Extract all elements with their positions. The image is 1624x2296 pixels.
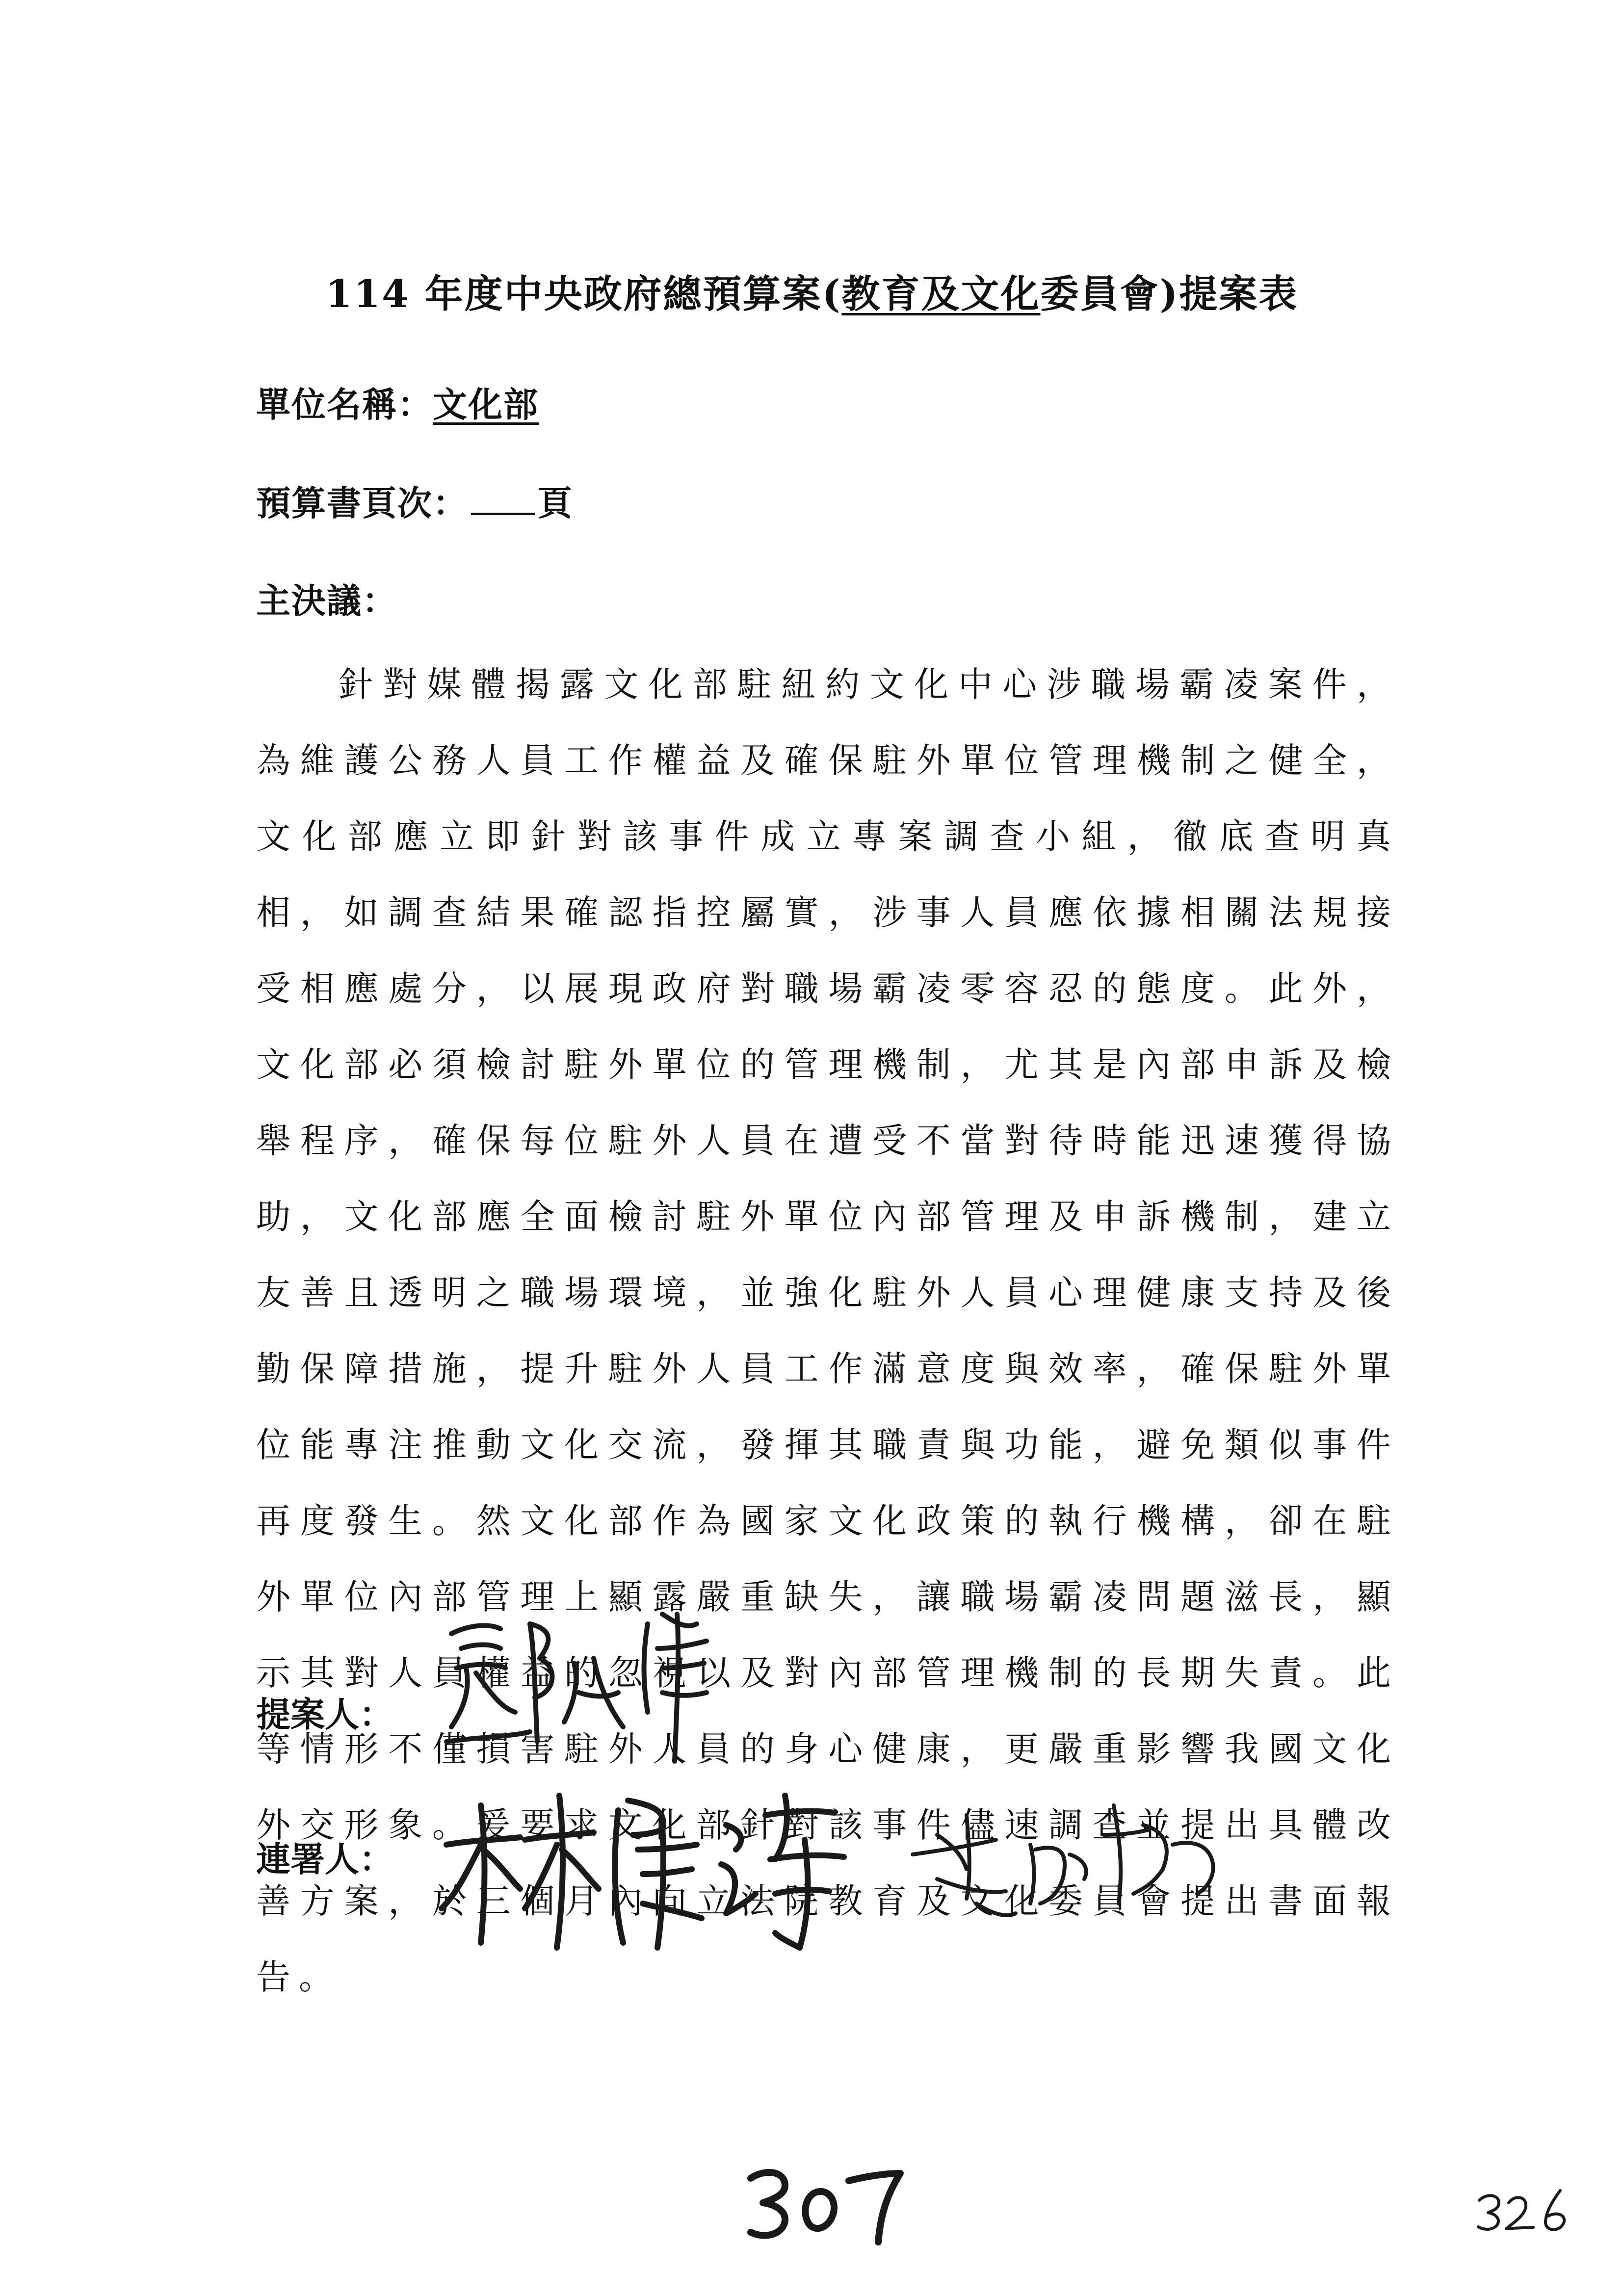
budget-page-field [256,478,573,528]
budget-page-suffix: 頁 [538,483,573,523]
handwritten-page-number-center [741,2159,908,2247]
unit-field [256,380,539,429]
resolution-heading: 主決議： [256,580,397,621]
proposer-label: 提案人： [256,1694,393,1735]
handwritten-page-number-corner [1474,2186,1577,2235]
committee-name: 教育及文化 [841,272,1041,316]
unit-value: 文化部 [433,384,539,425]
cosigner-label: 連署人： [256,1839,393,1879]
unit-label: 單位名稱： [256,384,433,425]
budget-page-blank [471,478,535,515]
budget-page-label: 預算書頁次： [256,483,468,523]
document-title [0,267,1624,321]
title-suffix: 委員會)提案表 [1040,272,1299,316]
proposer-signature [432,1594,736,1771]
cosigner-signature-1 [432,1766,873,1962]
cosigner-signature-2 [908,1786,1251,1933]
resolution-text: 針對媒體揭露文化部駐紐約文化中心涉職場霸凌案件，為維護公務人員工作權益及確保駐外單位管理機制之健全，文化部應立即針對該事件成立專案調查小組，徹底查明真相，如調查結果確認指控屬實，涉事人員應依據相關法規接受相應處分，以展現政府對職場霸凌零容忍的態度。此外，文化部必須檢討駐外單位的管理機制，尤其是內部申訴及檢舉程序，確保每位駐外人員在遭受不當對待時能迅速獲得協助，文化部應全面檢討駐外單位內部管理及申訴機制，建立友善且透明之職場環境，並強化駐外人員心理健康支持及後勤保障措施，提升駐外人員工作滿意度與效率，確保駐外單位能專注推動文化交流，發揮其職責與功能，避免類似事件再度發生。然文化部作為國家文化政策的執行機構，卻在駐外單位內部管理上顯露嚴重缺失，讓職場霸凌問題滋長，顯示其對人員權益的忽視以及對內部管理機制的長期失責。此等情形不僅損害駐外人員的身心健康，更嚴重影響我國文化外交形象。爰要求文化部針對該事件儘速調查並提出具體改善方案，於三個月內向立法院教育及文化委員會提出書面報告。 [256,664,1399,1997]
title-prefix: 114 年度中央政府總預算案( [325,272,842,316]
